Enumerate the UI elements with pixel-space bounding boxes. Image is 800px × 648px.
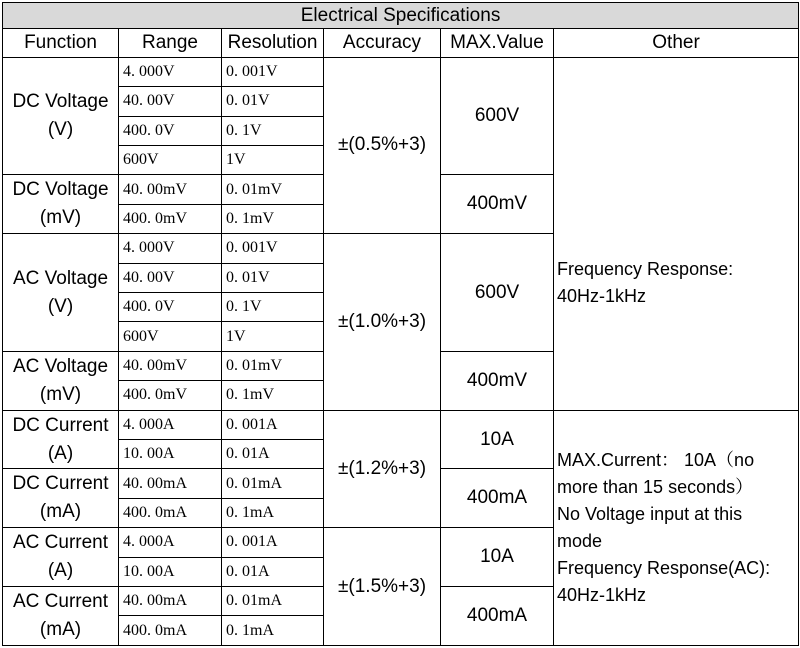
range-cell: 400. 0mA <box>119 616 222 646</box>
range-cell: 4. 000V <box>119 234 222 263</box>
range-cell: 40. 00mV <box>119 351 222 380</box>
resolution-cell: 0. 01V <box>222 87 324 116</box>
function-unit: (V) <box>47 295 74 317</box>
function-ac-current-ma <box>3 587 119 646</box>
range-cell: 40. 00mA <box>119 587 222 616</box>
header-resolution: Resolution <box>222 29 324 57</box>
function-name: DC Voltage <box>12 91 109 113</box>
range-cell: 4. 000V <box>119 57 222 86</box>
function-name: AC Current <box>12 532 109 554</box>
range-cell: 600V <box>119 145 222 174</box>
function-dc-voltage-mv <box>3 175 119 234</box>
function-ac-voltage-mv <box>3 351 119 410</box>
max-value-dc-current-ma: 400mA <box>441 469 554 528</box>
function-name: DC Current <box>12 414 109 436</box>
range-cell: 4. 000A <box>119 410 222 439</box>
range-cell: 10. 00A <box>119 440 222 469</box>
range-cell: 4. 000A <box>119 528 222 557</box>
resolution-cell: 0. 01mA <box>222 587 324 616</box>
accuracy-ac-voltage: ±(1.0%+3) <box>324 234 441 410</box>
accuracy-ac-current: ±(1.5%+3) <box>324 528 441 646</box>
function-unit: (mV) <box>39 207 82 229</box>
resolution-cell: 0. 1mV <box>222 381 324 410</box>
resolution-cell: 1V <box>222 145 324 174</box>
resolution-cell: 0. 1mA <box>222 498 324 527</box>
other-line: Frequency Response: <box>557 258 734 279</box>
header-accuracy: Accuracy <box>324 29 441 57</box>
range-cell: 400. 0mV <box>119 381 222 410</box>
max-value-ac-current-a: 10A <box>441 528 554 587</box>
range-cell: 40. 00mA <box>119 469 222 498</box>
range-cell: 10. 00A <box>119 557 222 586</box>
other-line: more than 15 seconds） <box>557 476 754 497</box>
resolution-cell: 0. 1mV <box>222 204 324 233</box>
resolution-cell: 0. 1V <box>222 293 324 322</box>
max-value-ac-voltage-mv: 400mV <box>441 351 554 410</box>
other-line: MAX.Current： 10A（no <box>557 449 755 470</box>
resolution-cell: 0. 01A <box>222 440 324 469</box>
function-unit: (mV) <box>39 383 82 405</box>
range-cell: 400. 0mV <box>119 204 222 233</box>
resolution-cell: 0. 001A <box>222 528 324 557</box>
range-cell: 400. 0V <box>119 293 222 322</box>
function-ac-current-a <box>3 528 119 587</box>
range-cell: 400. 0mA <box>119 498 222 527</box>
function-unit: (mA) <box>39 619 82 641</box>
max-value-ac-current-ma: 400mA <box>441 587 554 646</box>
function-name: DC Current <box>12 473 109 495</box>
function-name: AC Current <box>12 591 109 613</box>
resolution-cell: 0. 001V <box>222 234 324 263</box>
header-max-value: MAX.Value <box>441 29 554 57</box>
resolution-cell: 0. 1V <box>222 116 324 145</box>
header-other: Other <box>554 29 799 57</box>
other-voltage <box>554 57 799 410</box>
function-unit: (V) <box>47 119 74 141</box>
range-cell: 40. 00mV <box>119 175 222 204</box>
electrical-specifications-table <box>2 2 799 646</box>
other-line: 40Hz-1kHz <box>557 584 647 605</box>
range-cell: 40. 00V <box>119 87 222 116</box>
other-current <box>554 410 799 645</box>
other-line: No Voltage input at this <box>557 503 743 524</box>
range-cell: 400. 0V <box>119 116 222 145</box>
other-line: 40Hz-1kHz <box>557 285 647 306</box>
range-cell: 40. 00V <box>119 263 222 292</box>
resolution-cell: 0. 01mV <box>222 175 324 204</box>
resolution-cell: 0. 001A <box>222 410 324 439</box>
resolution-cell: 0. 001V <box>222 57 324 86</box>
max-value-ac-voltage-v: 600V <box>441 234 554 352</box>
max-value-dc-current-a: 10A <box>441 410 554 469</box>
function-name: DC Voltage <box>12 179 109 201</box>
resolution-cell: 0. 01V <box>222 263 324 292</box>
max-value-dc-voltage-v: 600V <box>441 57 554 175</box>
other-line: mode <box>557 530 603 551</box>
other-line: Frequency Response(AC): <box>557 557 771 578</box>
resolution-cell: 0. 01mA <box>222 469 324 498</box>
resolution-cell: 0. 01A <box>222 557 324 586</box>
max-value-dc-voltage-mv: 400mV <box>441 175 554 234</box>
function-unit: (mA) <box>39 501 82 523</box>
function-dc-current-ma <box>3 469 119 528</box>
accuracy-dc-voltage: ±(0.5%+3) <box>324 57 441 233</box>
function-unit: (A) <box>47 442 74 464</box>
function-ac-voltage-v <box>3 234 119 352</box>
function-dc-current-a <box>3 410 119 469</box>
function-unit: (A) <box>47 560 74 582</box>
header-range: Range <box>119 29 222 57</box>
resolution-cell: 1V <box>222 322 324 351</box>
accuracy-dc-current: ±(1.2%+3) <box>324 410 441 528</box>
function-dc-voltage-v <box>3 57 119 175</box>
resolution-cell: 0. 1mA <box>222 616 324 646</box>
table-title: Electrical Specifications <box>3 3 799 29</box>
function-name: AC Voltage <box>12 355 109 377</box>
range-cell: 600V <box>119 322 222 351</box>
header-function: Function <box>3 29 119 57</box>
function-name: AC Voltage <box>12 267 109 289</box>
resolution-cell: 0. 01mV <box>222 351 324 380</box>
